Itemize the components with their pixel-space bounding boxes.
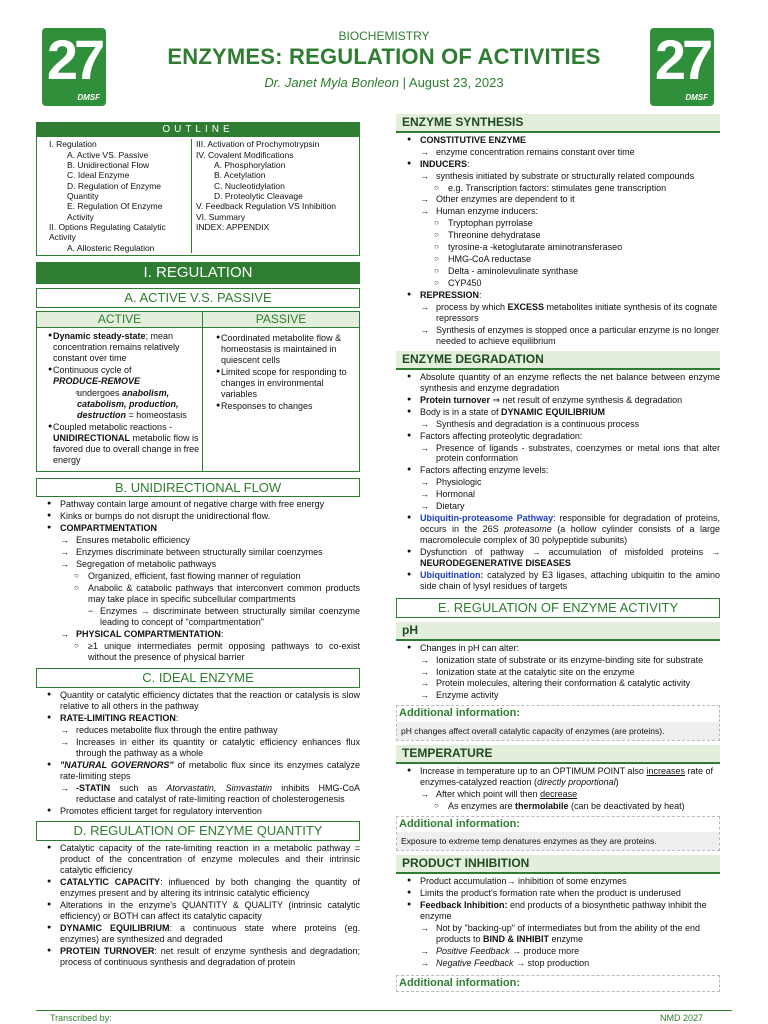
right-column (396, 114, 720, 992)
list-item: ● Ubiquitin-proteasome Pathway: responsible for degradation of proteins, occurs in the 26S proteasome (a hollow cylinder consists of a large macromolecule complex of 30 polypeptide subunits) (396, 513, 720, 546)
list-item: ○ Organized, efficient, fast flowing manner of regulation (36, 571, 360, 582)
outline-item[interactable]: I. Regulation (49, 139, 97, 150)
product-inhibition-list (396, 876, 720, 969)
active-column (37, 312, 203, 470)
list-item: ● Body is in a state of DYNAMIC EQUILIBRIUM (396, 407, 720, 418)
outline-item[interactable]: II. Options Regulating Catalytic Activity (49, 222, 166, 243)
list-item: ● Protein turnover ⇒ net result of enzyme synthesis & degradation (396, 395, 720, 406)
list-item: → Ionization state of substrate or its enzyme-binding site for substrate (396, 655, 720, 666)
degradation-list (396, 372, 720, 592)
list-item: ● Limits the product's formation rate when the product is underused (396, 888, 720, 899)
list-item: ● Dynamic steady-state; mean concentration remains relatively constant over time (37, 331, 202, 364)
ph-heading: pH (396, 622, 720, 641)
list-item: ● Quantity or catalytic efficiency dictates that the reaction or catalysis is slow relative to all others in the pathway (36, 690, 360, 712)
list-item: → Increases in either its quantity or catalytic efficiency enhances flux through the pathway as a whole (36, 737, 360, 759)
left-column (36, 122, 360, 969)
outline-item[interactable]: C. Nucleotidylation (214, 180, 285, 191)
list-item: → Synthesis of enzymes is stopped once a particular enzyme is no longer needed to achieve equilibrium (396, 325, 720, 347)
unidirectional-heading: B. UNIDIRECTIONAL FLOW (36, 478, 360, 498)
list-item: ● Ubiquitination: catalyzed by E3 ligases, attaching ubiquitin to the amino side chain of lysyl residues of targets (396, 570, 720, 592)
list-item: ● CATALYTIC CAPACITY: influenced by both changing the quantity of enzymes present and by altering its intrinsic catalytic efficiency (36, 877, 360, 899)
ph-list (396, 643, 720, 702)
list-item: ● Responses to changes (205, 401, 357, 412)
list-item: → Human enzyme inducers: (396, 206, 720, 217)
list-item: → Enzymes discriminate between structurally similar coenzymes (36, 547, 360, 558)
list-item: ● Changes in pH can alter: (396, 643, 720, 654)
list-item: → PHYSICAL COMPARTMENTATION: (36, 629, 360, 640)
outline-item[interactable]: III. Activation of Prochymotrypsin (196, 139, 320, 150)
list-item: ● Feedback Inhibition: end products of a biosynthetic pathway inhibit the enzyme (396, 900, 720, 922)
list-item: → Negative Feedback → stop production (396, 958, 720, 969)
quantity-list (36, 843, 360, 968)
outline-left-list (41, 139, 191, 253)
dmsf-logo-left: 27 DMSF (42, 28, 106, 106)
list-item: → synthesis initiated by substrate or structurally related compounds (396, 171, 720, 182)
list-item: ● Continuous cycle of PRODUCE-REMOVE (37, 365, 202, 387)
list-item: ○ HMG-CoA reductase (396, 254, 720, 265)
outline-item[interactable]: D. Proteolytic Cleavage (214, 190, 303, 201)
list-item: → Ensures metabolic efficiency (36, 535, 360, 546)
outline-item[interactable]: E. Regulation Of Enzyme Activity (67, 201, 163, 222)
list-item: ● REPRESSION: (396, 290, 720, 301)
list-item: − Enzymes → discriminate between structurally similar coenzyme leading to concept of "compartmentation" (36, 606, 360, 628)
ideal-enzyme-heading: C. IDEAL ENZYME (36, 668, 360, 688)
footer-divider (36, 1010, 732, 1011)
dmsf-logo-right: 27 DMSF (650, 28, 714, 106)
list-item: → Ionization state at the catalytic site on the enzyme (396, 667, 720, 678)
active-header: ACTIVE (37, 312, 202, 328)
list-item: → Presence of ligands - substrates, coenzymes or metal ions that alter protein conformation (396, 443, 720, 465)
list-item: ○ Tryptophan pyrrolase (396, 218, 720, 229)
list-item: ● Coordinated metabolite flow & homeostasis is maintained in quiescent cells (205, 333, 357, 366)
page-title: ENZYMES: REGULATION OF ACTIVITIES (167, 44, 601, 69)
active-passive-table (36, 311, 360, 471)
temperature-additional-info: Additional information: Exposure to extreme temp denatures enzymes as they are proteins. (396, 816, 720, 852)
outline-item[interactable]: A. Allosteric Regulation (67, 242, 155, 253)
regulation-heading: I. REGULATION (36, 262, 360, 284)
list-item: → Dietary (396, 501, 720, 512)
list-item: → Segregation of metabolic pathways (36, 559, 360, 570)
outline-item[interactable]: IV. Covalent Modifications (196, 149, 294, 160)
active-passive-heading: A. ACTIVE V.S. PASSIVE (36, 288, 360, 308)
list-item: ● COMPARTMENTATION (36, 523, 360, 534)
subject-label: BIOCHEMISTRY (338, 29, 430, 43)
temperature-heading: TEMPERATURE (396, 745, 720, 764)
list-item: → Other enzymes are dependent to it (396, 194, 720, 205)
list-item: ● "NATURAL GOVERNORS" of metabolic flux since its enzymes catalyze rate-limiting steps (36, 760, 360, 782)
outline-item[interactable]: V. Feedback Regulation VS Inhibition (196, 201, 337, 212)
list-item: ● DYNAMIC EQUILIBRIUM: a continuous state where proteins (eg. enzymes) are synthesized and degraded (36, 923, 360, 945)
passive-header: PASSIVE (203, 312, 359, 328)
list-item: ● Kinks or bumps do not disrupt the unidirectional flow. (36, 511, 360, 522)
unidirectional-list (36, 499, 360, 663)
list-item: ● Alterations in the enzyme's QUANTITY & QUALITY (intrinsic catalytic efficiency) or BOTH can affect its catalytic capacity (36, 900, 360, 922)
list-item: ○ Threonine dehydratase (396, 230, 720, 241)
list-item: ○ tyrosine-a -ketoglutarate aminotransferaseo (396, 242, 720, 253)
list-item: → process by which EXCESS metabolites initiate synthesis of its cognate repressors (396, 302, 720, 324)
list-item: → Enzyme activity (396, 690, 720, 701)
activity-heading: E. REGULATION OF ENZYME ACTIVITY (396, 598, 720, 618)
list-item: → Synthesis and degradation is a continuous process (396, 419, 720, 430)
list-item: ● Absolute quantity of an enzyme reflects the net balance between enzyme synthesis and enzyme degradation (396, 372, 720, 394)
list-item: ● INDUCERS: (396, 159, 720, 170)
synthesis-list (396, 135, 720, 347)
list-item: ● Increase in temperature up to an OPTIMUM POINT also increases rate of enzymes-catalyzed reaction (directly proportional) (396, 766, 720, 788)
outline-item[interactable]: B. Unidirectional Flow (67, 159, 150, 170)
list-item: → reduces metabolite flux through the entire pathway (36, 725, 360, 736)
temperature-list (396, 766, 720, 812)
outline-item[interactable]: D. Regulation of Enzyme Quantity (67, 180, 162, 201)
list-item: ○ e.g. Transcription factors: stimulates gene transcription (396, 183, 720, 194)
list-item: → Protein molecules, altering their conformation & catalytic activity (396, 678, 720, 689)
product-inhibition-heading: PRODUCT INHIBITION (396, 855, 720, 874)
list-item: ○ CYP450 (396, 278, 720, 289)
list-item: ● Factors affecting enzyme levels: (396, 465, 720, 476)
quantity-heading: D. REGULATION OF ENZYME QUANTITY (36, 821, 360, 841)
outline-item[interactable]: A. Active VS. Passive (67, 149, 149, 160)
list-item: ● Pathway contain large amount of negative charge with free energy (36, 499, 360, 510)
outline-item[interactable]: A. Phosphorylation (214, 159, 286, 170)
footer-transcribed: Transcribed by: (50, 1013, 112, 1023)
list-item: ● PROTEIN TURNOVER: net result of enzyme synthesis and degradation; process of continuous synthesis and degradation of protein (36, 946, 360, 968)
outline-item[interactable]: VI. Summary (196, 211, 246, 222)
footer-batch: NMD 2027 (660, 1013, 704, 1023)
ideal-enzyme-list (36, 690, 360, 817)
list-item: ● CONSTITUTIVE ENZYME (396, 135, 720, 146)
list-item: → -STATIN such as Atorvastatin, Simvastatin inhibits HMG-CoA reductase and catalyst of rate-limiting reaction of cholesterogenesis (36, 783, 360, 805)
list-item: → Physiologic (396, 477, 720, 488)
degradation-heading: ENZYME DEGRADATION (396, 351, 720, 370)
author-date: Dr. Janet Myla Bonleon | August 23, 2023 (264, 75, 504, 90)
list-item: ● Catalytic capacity of the rate-limiting reaction in a metabolic pathway = product of the concentration of enzyme molecules and their intrinsic catalytic efficiency (36, 843, 360, 876)
outline-item[interactable]: B. Acetylation (214, 170, 266, 181)
list-item: ○ Delta - aminolevulinate synthase (396, 266, 720, 277)
list-item: ○ undergoes anabolism, catabolism, production, destruction = homeostasis (37, 388, 202, 421)
list-item: ● Coupled metabolic reactions - UNIDIRECTIONAL metabolic flow is favored due to overall change in free energy (37, 422, 202, 466)
outline-item[interactable]: INDEX: APPENDIX (196, 222, 270, 233)
synthesis-heading: ENZYME SYNTHESIS (396, 114, 720, 133)
outline-box (36, 122, 360, 256)
outline-item[interactable]: C. Ideal Enzyme (67, 170, 130, 181)
list-item: ○ Anabolic & catabolic pathways that interconvert common products may take place in specific subcellular compartments (36, 583, 360, 605)
list-item: → enzyme concentration remains constant over time (396, 147, 720, 158)
list-item: ● Product accumulation→ inhibition of some enzymes (396, 876, 720, 887)
passive-column (203, 312, 359, 470)
list-item: ○ ≥1 unique intermediates permit opposing pathways to co-exist without the presence of physical barrier (36, 641, 360, 663)
list-item: → Positive Feedback → produce more (396, 946, 720, 957)
product-additional-info: Additional information: (396, 975, 720, 992)
ph-additional-info: Additional information: pH changes affect overall catalytic capacity of enzymes (are proteins). (396, 705, 720, 741)
outline-right-list (191, 139, 355, 253)
list-item: ● Promotes efficient target for regulatory intervention (36, 806, 360, 817)
list-item: → After which point will then decrease (396, 789, 720, 800)
list-item: → Not by "backing-up" of intermediates but from the ability of the end products to BIND & INHIBIT enzyme (396, 923, 720, 945)
list-item: ● Dysfunction of pathway → accumulation of misfolded proteins → NEURODEGENERATIVE DISEASES (396, 547, 720, 569)
list-item: ● Factors affecting proteolytic degradation: (396, 431, 720, 442)
outline-title: OUTLINE (37, 123, 359, 137)
list-item: ● RATE-LIMITING REACTION: (36, 713, 360, 724)
list-item: → Hormonal (396, 489, 720, 500)
list-item: ○ As enzymes are thermolabile (can be deactivated by heat) (396, 801, 720, 812)
list-item: ● Limited scope for responding to changes in environmental variables (205, 367, 357, 400)
